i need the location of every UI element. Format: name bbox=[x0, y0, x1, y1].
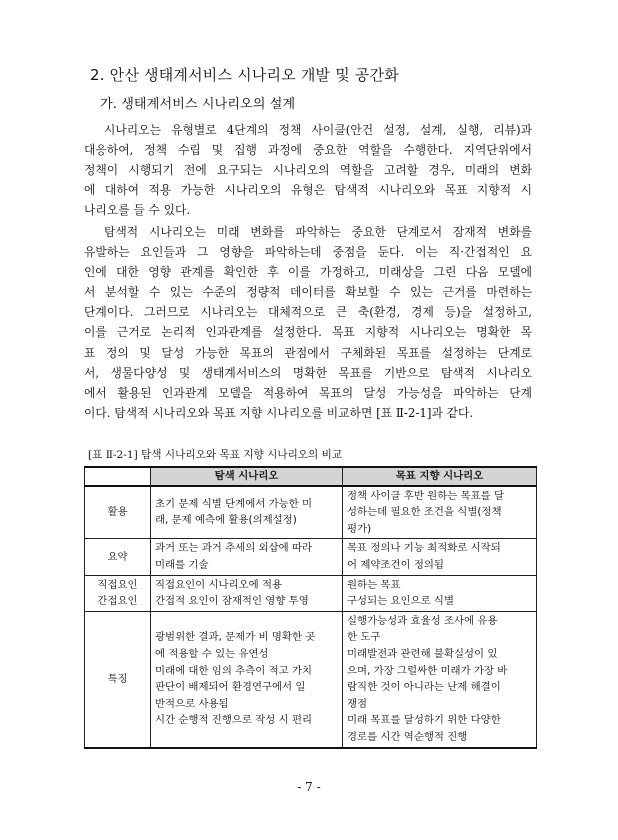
paragraph-line: 에 대하여 적용 가능한 시나리오의 유형은 탐색적 시나리오와 목표 지향적 시 bbox=[84, 183, 532, 198]
cell-target: 목표 정의나 기능 최적화로 시작되 어 제약조건이 정의됨 bbox=[343, 539, 537, 575]
paragraph-line: 탐색적 시나리오는 미래 변화를 파악하는 중요한 단계로서 잠재적 변화를 bbox=[104, 225, 532, 239]
paragraph-line: 서 분석할 수 있는 수준의 정량적 데이터를 확보할 수 있는 근거를 마련하는 bbox=[84, 285, 532, 300]
cell-exploratory: 초기 문제 식별 단계에서 가능한 미 래, 문제 예측에 활용(의제설정) bbox=[151, 486, 343, 539]
paragraph-line: 서, 생물다양성 및 생태계서비스의 명확한 목표를 기반으로 탐색적 시나리오 bbox=[84, 365, 532, 380]
cell-exploratory: 광범위한 결과, 문제가 비 명확한 곳 에 적용할 수 있는 유연성 미래에 대한 임의 추측이 적고 가치 판단이 배제되어 환경연구에서 일 반적으로 사용됨 시간 순행적 진행으로 작성 시 편리 bbox=[151, 611, 343, 747]
table-row-features bbox=[85, 611, 537, 747]
paragraph-line: 유발하는 요인들과 그 영향을 파악하는데 중점을 둔다. 이는 직·간접적인 요 bbox=[84, 245, 532, 260]
table-header-exploratory: 탐색 시나리오 bbox=[151, 467, 343, 486]
paragraph-line: 단계이다. 그러므로 시나리오는 대체적으로 큰 축(환경, 경제 등)을 설정하고, bbox=[84, 305, 532, 320]
row-label: 활용 bbox=[85, 486, 151, 539]
table-row-summary bbox=[85, 539, 537, 575]
table-row-usage bbox=[85, 486, 537, 539]
paragraph-line: 나리오를 들 수 있다. bbox=[84, 203, 191, 218]
paragraph-line: 표 정의 및 달성 가능한 목표의 관점에서 구체화된 목표를 설정하는 단계로 bbox=[84, 345, 532, 360]
table-caption: [표 Ⅱ-2-1] 탐색 시나리오와 목표 지향 시나리오의 비교 bbox=[88, 449, 343, 461]
cell-target: 실행가능성과 효율성 조사에 유용 한 도구 미래발전과 관련해 불확실성이 있 으며, 가장 그럴싸한 미래가 가장 바 람직한 것이 아니라는 난제 해결이 쟁점 미래 목표를 달성하기 위한 다양한 경로를 시간 역순행적 진행 bbox=[343, 611, 537, 747]
scenario-comparison-table bbox=[84, 466, 537, 749]
cell-exploratory: 과거 또는 과거 추세의 외삽에 따라 미래를 기술 bbox=[151, 539, 343, 575]
table-header-corner bbox=[85, 467, 151, 486]
cell-target: 원하는 목표 구성되는 요인으로 식별 bbox=[343, 575, 537, 611]
paragraph-scenario-types bbox=[84, 120, 532, 220]
subsection-heading: 가. 생태계서비스 시나리오의 설계 bbox=[100, 97, 296, 112]
row-label: 직접요인 간접요인 bbox=[85, 575, 151, 611]
cell-exploratory: 직접요인이 시나리오에 적용 간접적 요인이 잠재적인 영향 투영 bbox=[151, 575, 343, 611]
section-heading: 2. 안산 생태계서비스 시나리오 개발 및 공간화 bbox=[90, 66, 399, 84]
paragraph-line: 이다. 탐색적 시나리오와 목표 지향 시나리오를 비교하면 [표 Ⅱ-2-1]과 같다. bbox=[84, 405, 474, 420]
paragraph-line: 이를 근거로 논리적 인과관계를 설정한다. 목표 지향적 시나리오는 명확한 목 bbox=[84, 325, 532, 340]
cell-target: 정책 사이클 후반 원하는 목표를 달 성하는데 필요한 조건을 식별(정책 평가) bbox=[343, 486, 537, 539]
paragraph-exploratory-scenario bbox=[84, 222, 532, 423]
table-header-target: 목표 지향 시나리오 bbox=[343, 467, 537, 486]
row-label: 특징 bbox=[85, 611, 151, 747]
row-label: 요약 bbox=[85, 539, 151, 575]
paragraph-line: 정책이 시행되기 전에 요구되는 시나리오의 역할을 고려할 경우, 미래의 변화 bbox=[84, 163, 532, 178]
table-row-factors bbox=[85, 575, 537, 611]
paragraph-line: 대응하여, 정책 수립 및 집행 과정에 중요한 역할을 수행한다. 지역단위에서 bbox=[84, 143, 532, 158]
page-number: - 7 - bbox=[297, 780, 321, 794]
paragraph-line: 시나리오는 유형별로 4단계의 정책 사이클(안건 설정, 설계, 실행, 리뷰)과 bbox=[104, 123, 532, 137]
paragraph-line: 인에 대한 영향 관계를 확인한 후 이를 가정하고, 미래상을 그린 다음 모델에 bbox=[84, 265, 532, 280]
table-header-row bbox=[85, 467, 537, 486]
paragraph-line: 에서 활용된 인과관계 모델을 적용하여 목표의 달성 가능성을 파악하는 단계 bbox=[84, 385, 532, 400]
